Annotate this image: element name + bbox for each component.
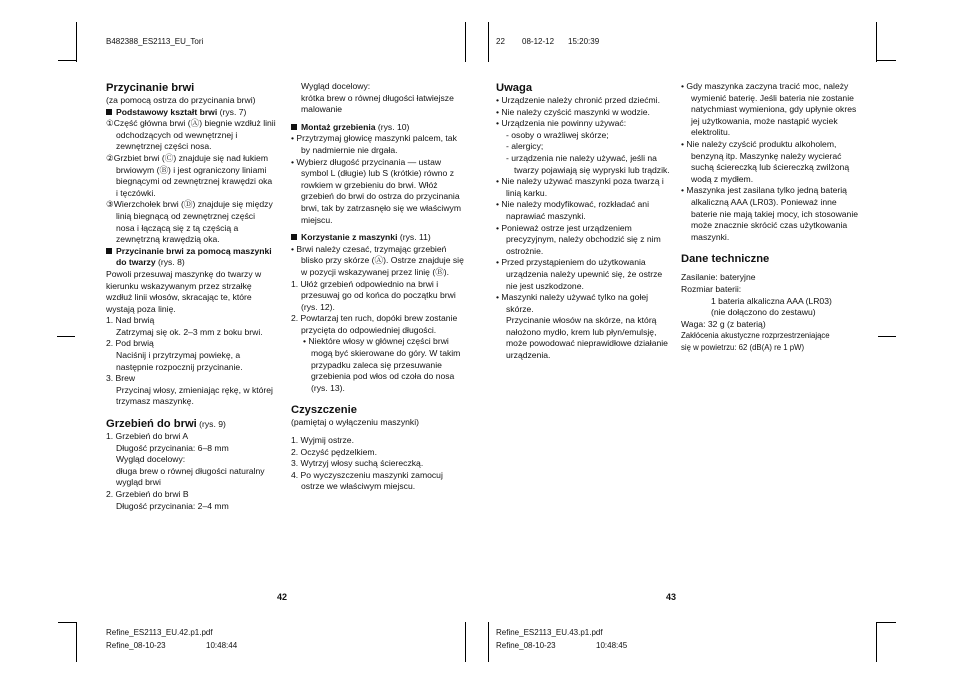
list-item: 2. Powtarzaj ten ruch, dopóki brew zostanie przycięta do odpowiedniej długości. <box>291 313 458 335</box>
list-item: • Urządzenia nie powinny używać: <box>496 118 627 129</box>
crop-mark <box>58 622 76 623</box>
step-title: 1. Nad brwią <box>106 315 155 326</box>
footer-date-right: Refine_08-10-23 <box>496 641 556 650</box>
spec-line: (nie dołączono do zestawu) <box>711 307 816 318</box>
step-title: 3. Brew <box>106 373 136 384</box>
list-item: 1. Wyjmij ostrze. <box>291 435 354 446</box>
list-item: - alergicy; <box>506 141 544 152</box>
paragraph: krótka brew o równej długości łatwiejsze malowanie <box>301 92 454 115</box>
section-title: Czyszczenie <box>291 404 357 417</box>
list-item: • Przytrzymaj głowicę maszynki palcem, tak by nadmiernie nie drgała. <box>291 133 457 155</box>
crop-mark <box>876 622 896 623</box>
list-item: długa brew o równej długości naturalny wygląd brwi <box>116 465 265 488</box>
step-text: Przycinaj włosy, zmieniając rękę, w której trzymasz maszynkę. <box>116 384 273 407</box>
section-title: Przycinanie brwi <box>106 82 195 94</box>
crop-mark <box>465 622 466 662</box>
list-item: Wygląd docelowy: <box>116 454 186 465</box>
header-filename: B482388_ES2113_EU_Tori <box>106 37 204 46</box>
column-4 <box>681 81 859 353</box>
list-item: • Maszynki należy używać tylko na gołej skórze. <box>496 292 649 314</box>
list-item: • Nie należy czyścić maszynki w wodzie. <box>496 106 650 117</box>
page-number-left: 42 <box>277 592 288 602</box>
step-text: Zatrzymaj się ok. 2–3 mm z boku brwi. <box>116 326 263 337</box>
list-item: Długość przycinania: 6–8 mm <box>116 442 229 453</box>
header-time: 15:20:39 <box>568 37 600 46</box>
square-bullet-icon <box>291 234 297 240</box>
crop-mark <box>878 336 896 337</box>
list-item: 3. Wytrzyj włosy suchą ściereczką. <box>291 458 424 469</box>
crop-mark <box>876 60 896 61</box>
crop-mark <box>57 336 75 337</box>
list-item: - osoby o wrażliwej skórze; <box>506 129 609 140</box>
subheading: Korzystanie z maszynki <box>301 232 398 243</box>
list-item: • Brwi należy czesać, trzymając grzebień blisko przy skórze (Ⓐ). Ostrze znajduje się w pozycji wskazywanej przez linię (Ⓑ). <box>291 243 464 277</box>
spec-line: Rozmiar baterii: <box>681 283 742 294</box>
list-item: • Nie należy czyścić produktu alkoholem, benzyną itp. Maszynkę należy wycierać suchą ściereczką lub ściereczką zwilżoną wodą z mydłem. <box>681 138 850 184</box>
spec-line: się w powietrzu: 62 (dB(A) re 1 pW) <box>681 342 805 352</box>
figure-ref: (rys. 8) <box>155 257 185 268</box>
crop-mark <box>488 22 489 62</box>
list-item: 4. Po wyczyszczeniu maszynki zamocuj ostrze we właściwym miejscu. <box>291 469 443 492</box>
paragraph: Wygląd docelowy: <box>301 81 371 91</box>
list-item: • Nie należy używać maszynki poza twarzą i linią karku. <box>496 176 664 198</box>
crop-mark <box>488 622 489 662</box>
spec-line: Waga: 32 g (z baterią) <box>681 318 766 329</box>
section-subtitle: (za pomocą ostrza do przycinania brwi) <box>106 95 256 105</box>
footer-filename-left: Refine_ES2113_EU.42.p1.pdf <box>106 628 213 637</box>
step-title: 2. Pod brwią <box>106 338 154 349</box>
list-item: • Maszynka jest zasilana tylko jedną baterią alkaliczną AAA (LR03). Ponieważ inne baterie nie mają takiej mocy, ich stosowanie może znacznie skrócić czas użytkowania maszynki. <box>681 185 859 242</box>
list-item: Długość przycinania: 2–4 mm <box>116 500 229 511</box>
spec-line: Zakłócenia akustyczne rozprzestrzeniające <box>681 331 830 341</box>
figure-ref: (rys. 10) <box>375 121 410 132</box>
figure-ref: (rys. 9) <box>196 419 226 430</box>
list-item: • Niektóre włosy w głównej części brwi mogą być skierowane do góry. W takim przypadku zaleca się przesuwanie grzebienia pod włos od czoła do nosa (rys. 13). <box>303 336 461 393</box>
footer-date-left: Refine_08-10-23 <box>106 641 166 650</box>
subheading: Przycinanie brwi za pomocą maszynki do twarzy <box>116 245 272 268</box>
crop-mark <box>876 622 877 662</box>
footer-time-right: 10:48:45 <box>596 641 628 650</box>
subheading: Podstawowy kształt brwi <box>116 106 218 117</box>
paragraph: Powoli przesuwaj maszynkę do twarzy w kierunku wskazywanym przez strzałkę wzdłuż linii włosów, skracając te, które wystają poza linię. <box>106 268 262 314</box>
square-bullet-icon <box>106 248 112 254</box>
column-1 <box>106 81 276 512</box>
page-number-right: 43 <box>666 592 677 602</box>
header-page: 22 <box>496 37 505 46</box>
list-item: 2. Grzebień do brwi B <box>106 489 189 499</box>
list-item: ③Wierzchołek brwi (Ⓓ) znajduje się między linią biegnącą od zewnętrznej części nosa i łączącą się z tą częścią a zewnętrzną krawędzią oka. <box>106 199 273 245</box>
list-item: - urządzenia nie należy używać, jeśli na twarzy pojawiają się wypryski lub trądzik. <box>506 152 670 175</box>
footer-filename-right: Refine_ES2113_EU.43.p1.pdf <box>496 628 603 637</box>
header-date: 08-12-12 <box>522 37 555 46</box>
square-bullet-icon <box>291 124 297 130</box>
list-item: 1. Grzebień do brwi A <box>106 431 189 442</box>
list-item: • Wybierz długość przycinania — ustaw symbol L (długie) lub S (krótkie) równo z rowkiem w grzebieniu do brwi. Włóż grzebień do brwi do ostrza do przycinania brwi, tak by zatrzasnęło się we właściwym miejscu. <box>291 156 461 225</box>
list-item: 1. Ułóż grzebień odpowiednio na brwi i przesuwaj go od końca do początku brwi (rys. 12). <box>291 278 456 312</box>
crop-mark <box>76 22 77 62</box>
figure-ref: (rys. 7) <box>217 106 247 117</box>
crop-mark <box>876 22 877 62</box>
footer-time-left: 10:48:44 <box>206 641 238 650</box>
crop-mark <box>58 60 76 61</box>
column-3 <box>496 81 671 362</box>
crop-mark <box>76 622 77 662</box>
paragraph: Przycinanie włosów na skórze, na którą nałożono mydło, krem lub płyn/emulsję, może powodować nieprawidłowe działanie urządzenia. <box>506 315 668 361</box>
figure-ref: (rys. 11) <box>397 232 431 243</box>
subheading: Montaż grzebienia <box>301 121 376 132</box>
list-item: • Przed przystąpieniem do użytkowania urządzenia należy upewnić się, że ostrze nie jest uszkodzone. <box>496 257 663 291</box>
section-subtitle: (pamiętaj o wyłączeniu maszynki) <box>291 417 419 428</box>
square-bullet-icon <box>106 109 112 115</box>
step-text: Naciśnij i przytrzymaj powiekę, a następnie rozpocznij przycinanie. <box>116 350 243 372</box>
list-item: • Ponieważ ostrze jest urządzeniem precyzyjnym, należy obchodzić się z nim ostrożnie. <box>496 222 661 256</box>
list-item: ①Część główna brwi (Ⓐ) biegnie wzdłuż linii odchodzących od wewnętrznej i zewnętrznej części nosa. <box>106 118 276 152</box>
section-title: Grzebień do brwi <box>106 418 197 431</box>
spec-line: 1 bateria alkaliczna AAA (LR03) <box>711 295 832 306</box>
section-title: Uwaga <box>496 82 533 94</box>
column-2 <box>291 81 467 493</box>
section-title: Dane techniczne <box>681 253 770 266</box>
list-item: 2. Oczyść pędzelkiem. <box>291 446 377 457</box>
crop-mark <box>465 22 466 62</box>
list-item: • Urządzenie należy chronić przed dziećmi. <box>496 95 660 105</box>
list-item: • Nie należy modyfikować, rozkładać ani naprawiać maszynki. <box>496 199 649 221</box>
spec-line: Zasilanie: bateryjne <box>681 272 756 283</box>
list-item: • Gdy maszynka zaczyna tracić moc, należy wymienić baterię. Jeśli bateria nie zostanie natychmiast wymieniona, gdy upłynie okres jej użytkowania, może nastąpić wyciek elektrolitu. <box>681 81 857 138</box>
list-item: ②Grzbiet brwi (Ⓒ) znajduje się nad łukiem brwiowym (Ⓑ) i jest ograniczony liniami biegnącymi od zewnętrznej krawędzi oka i tęczówki. <box>106 152 273 198</box>
